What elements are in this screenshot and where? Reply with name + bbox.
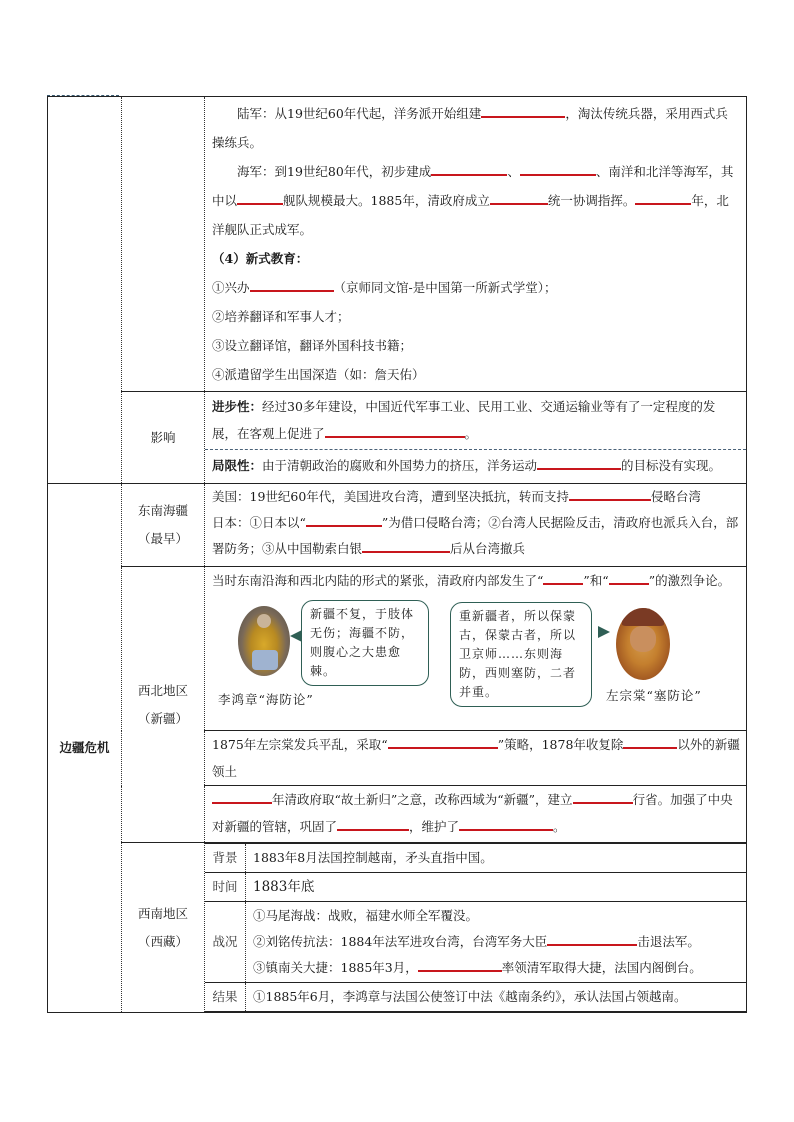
bubble-tail (598, 626, 610, 638)
blank-field[interactable] (623, 733, 677, 749)
blank-field[interactable] (250, 276, 334, 292)
blank-field[interactable] (635, 189, 691, 205)
blank-field[interactable] (543, 569, 583, 585)
blank-field[interactable] (212, 788, 272, 804)
blank-field[interactable] (237, 189, 283, 205)
li-quote-bubble: 新疆不复，于肢体无伤；海疆不防，则腹心之大患愈棘。 (301, 600, 429, 686)
northwest-recovery: 1875年左宗棠发兵平乱，采取“ ”策略，1878年收复除 以外的新疆领土 (205, 731, 747, 786)
us-paragraph: 美国：19世纪60年代，美国进攻台湾，遭到坚决抵抗，转而支持 侵略台湾 (212, 484, 740, 510)
blank-field[interactable] (388, 733, 498, 749)
yangwu-row (48, 97, 747, 392)
edu-item: ②培养翻译和军事人才； (212, 309, 350, 324)
edu-item: ④派遣留学生出国深造（如：詹天佑） (212, 367, 425, 382)
edu-item: ③设立翻译馆，翻译外国科技书籍； (212, 338, 413, 353)
blank-field[interactable] (325, 422, 465, 438)
blank-field[interactable] (490, 189, 548, 205)
southwest-row (48, 843, 747, 1013)
impact-content (205, 392, 747, 484)
southwest-label: 西南地区 （西藏） (122, 843, 205, 1013)
southwest-row-result: 结果 ①1885年6月，李鸿章与法国公使签订中法《越南条约》，承认法国占领越南。 (205, 983, 746, 1012)
southeast-content (205, 484, 747, 567)
blank-field[interactable] (537, 454, 621, 470)
debate-figure (212, 600, 740, 728)
dashed-divider (205, 449, 746, 450)
southeast-label: 东南海疆 （最早） (122, 484, 205, 567)
blank-field[interactable] (609, 569, 649, 585)
northwest-province: 年清政府取“故土新归”之意，改称西域为“新疆”，建立 行省。加强了中央对新疆的管辖，巩固了 ，维护了 。 (205, 786, 747, 843)
southwest-row-background: 背景 1883年8月法国控制越南，矛头直指中国。 (205, 844, 746, 873)
history-table (47, 96, 747, 1013)
northwest-debate (205, 567, 747, 731)
bubble-tail (290, 630, 302, 642)
blank-field[interactable] (569, 485, 651, 501)
southwest-row-time: 时间 1883年底 (205, 873, 746, 902)
blank-field[interactable] (337, 815, 409, 831)
limit-paragraph: 局限性：由于清朝政治的腐败和外国势力的挤压，洋务运动 的目标没有实现。 (212, 452, 740, 479)
blank-field[interactable] (520, 160, 596, 176)
li-caption: 李鸿章“海防论” (218, 692, 314, 707)
impact-row (48, 392, 747, 484)
navy-paragraph: 海军：到19世纪80年代，初步建成 、 、南洋和北洋等海军，其中以 舰队规模最大。1885年，清政府成立 统一协调指挥。 年，北洋舰队正式成军。 (212, 157, 740, 244)
southwest-row-war: 战况 ①马尾海战：战败，福建水师全军覆没。 ②刘铭传抗法：1884年法军进攻台湾，台湾军务大臣 击退法军。 ③镇南关大捷：1885年3月， 率领清军取得大捷，法国内阁倒台。 (205, 902, 746, 983)
edu-item: ①兴办 （京师同文馆-是中国第一所新式学堂）； (212, 273, 740, 302)
yangwu-content (205, 97, 747, 392)
japan-paragraph: 日本：①日本以“ ”为借口侵略台湾；②台湾人民据险反击，清政府也派兵入台，部署防务；③从中国勒索白银 后从台湾撤兵 (212, 510, 740, 562)
blank-field[interactable] (306, 511, 382, 527)
blank-field[interactable] (362, 537, 450, 553)
army-paragraph: 陆军：从19世纪60年代起，洋务派开始组建 ，淘汰传统兵器，采用西式兵操练兵。 (212, 99, 740, 157)
southeast-row (48, 484, 747, 567)
northwest-label: 西北地区 （新疆） (122, 567, 205, 843)
southwest-content (205, 843, 747, 1013)
li-hongzhang-portrait (238, 606, 290, 676)
section-label-border-crisis: 边疆危机 (48, 484, 122, 1013)
blank-field[interactable] (459, 815, 553, 831)
blank-field[interactable] (573, 788, 633, 804)
blank-field[interactable] (418, 956, 502, 972)
northwest-row (48, 567, 747, 731)
edu-heading: （4）新式教育： (212, 251, 309, 266)
blank-field[interactable] (481, 102, 565, 118)
blank-field[interactable] (547, 930, 637, 946)
zuo-caption: 左宗棠“塞防论” (606, 688, 702, 703)
blank-field[interactable] (431, 160, 507, 176)
southwest-table (205, 843, 746, 1012)
document-page (47, 96, 747, 1013)
impact-label: 影响 (122, 392, 205, 484)
zuo-quote-bubble: 重新疆者，所以保蒙古，保蒙古者，所以卫京师……东则海防，西则塞防，二者并重。 (450, 602, 592, 707)
zuo-zongtang-portrait (616, 608, 670, 680)
progress-paragraph: 进步性：经过30多年建设，中国近代军事工业、民用工业、交通运输业等有了一定程度的发展，在客观上促进了 。 (212, 399, 716, 441)
debate-paragraph: 当时东南沿海和西北内陆的形式的紧张，清政府内部发生了“ ”和“ ”的激烈争论。 (212, 567, 740, 594)
